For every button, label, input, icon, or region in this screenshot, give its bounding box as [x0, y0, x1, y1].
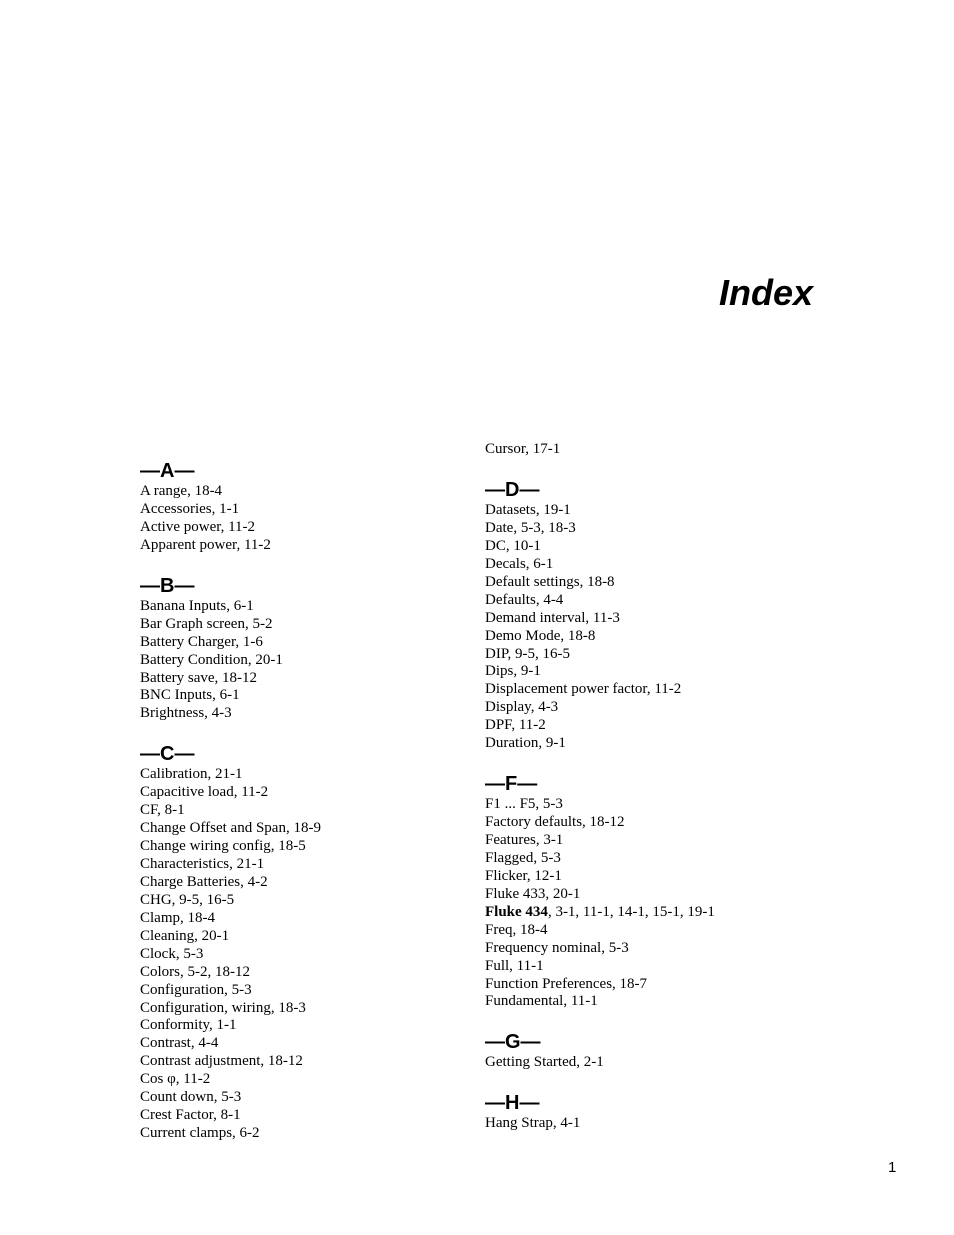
section-heading: —A— — [140, 460, 195, 482]
index-entry — [485, 940, 815, 958]
index-entry-text: Battery save, 18-12 — [140, 669, 258, 686]
index-entry-text: Crest Factor, 8-1 — [140, 1107, 241, 1124]
index-entry-text: Configuration, wiring, 18-3 — [140, 999, 306, 1016]
section-heading: —H— — [485, 1092, 540, 1115]
index-entry-text: Fluke 433, 20-1 — [485, 885, 581, 902]
index-entry-text: Brightness, 4-3 — [140, 705, 232, 722]
index-entry-list — [485, 796, 815, 1011]
index-entry — [485, 958, 815, 976]
index-entry — [140, 616, 470, 634]
index-entry-text: Count down, 5-3 — [140, 1089, 242, 1106]
index-entry — [485, 735, 815, 753]
index-entry — [140, 483, 470, 501]
index-entry-text: Clamp, 18-4 — [140, 909, 215, 926]
index-entry — [485, 502, 815, 520]
index-entry-text: CHG, 9-5, 16-5 — [140, 891, 235, 908]
index-entry — [140, 670, 470, 688]
index-entry-text: A range, 18-4 — [140, 483, 223, 499]
index-entry-text: Display, 4-3 — [485, 699, 559, 716]
index-entry — [140, 946, 470, 964]
index-entry-text: Default settings, 18-8 — [485, 573, 615, 590]
index-entry — [140, 820, 470, 838]
index-entry — [140, 598, 470, 616]
index-entry — [140, 652, 470, 670]
index-entry-text: Change wiring config, 18-5 — [140, 838, 306, 855]
index-entry — [485, 832, 815, 850]
index-entry-text: Clock, 5-3 — [140, 945, 204, 962]
index-entry-text: Defaults, 4-4 — [485, 591, 564, 608]
index-entry-text: Contrast, 4-4 — [140, 1035, 219, 1052]
index-entry-text: Flagged, 5-3 — [485, 849, 561, 866]
index-entry-text: Characteristics, 21-1 — [140, 856, 265, 872]
index-entry-list — [140, 598, 470, 724]
index-entry — [485, 796, 815, 814]
index-entry — [485, 993, 815, 1011]
section-heading: —D— — [485, 479, 540, 501]
index-entry — [140, 928, 470, 946]
index-entry-text: Active power, 11-2 — [140, 518, 256, 535]
index-entry — [485, 663, 815, 681]
index-entry-text: Cos φ, 11-2 — [140, 1071, 211, 1088]
index-entry — [140, 1071, 470, 1089]
index-entry-text: Accessories, 1-1 — [140, 500, 240, 517]
index-entry — [140, 838, 470, 856]
index-entry — [140, 964, 470, 982]
index-entry — [140, 1089, 470, 1107]
index-entry — [140, 1053, 470, 1071]
index-entry — [485, 1054, 815, 1072]
index-entry — [140, 1125, 470, 1143]
index-entry — [485, 699, 815, 717]
index-entry — [485, 592, 815, 610]
index-entry-text: Frequency nominal, 5-3 — [485, 939, 629, 956]
index-entry-list — [485, 1115, 815, 1133]
index-entry — [485, 976, 815, 994]
section-spacer — [485, 753, 815, 772]
index-entry — [140, 874, 470, 892]
section-heading: —B— — [140, 574, 195, 597]
index-entry-list — [140, 766, 470, 1143]
index-entry-text: Datasets, 19-1 — [485, 502, 571, 518]
index-entry — [485, 556, 815, 574]
index-entry — [140, 1017, 470, 1035]
index-entry — [485, 520, 815, 538]
index-entry — [485, 717, 815, 735]
section-spacer — [140, 723, 470, 742]
index-entry-text: Banana Inputs, 6-1 — [140, 597, 254, 614]
index-entry-text: Date, 5-3, 18-3 — [485, 519, 576, 536]
index-entry — [140, 766, 470, 784]
index-entry — [485, 610, 815, 628]
index-entry — [140, 910, 470, 928]
index-entry-text: Function Preferences, 18-7 — [485, 975, 648, 992]
index-entry-text: Bar Graph screen, 5-2 — [140, 615, 273, 632]
index-entry-text: Contrast adjustment, 18-12 — [140, 1053, 303, 1070]
index-entry-text: Current clamps, 6-2 — [140, 1125, 260, 1142]
index-entry-list — [140, 483, 470, 555]
index-entry — [485, 538, 815, 556]
index-entry-text: DIP, 9-5, 16-5 — [485, 645, 570, 662]
index-entry — [485, 886, 815, 904]
index-entry-text: Demand interval, 11-3 — [485, 609, 620, 626]
page-title: Index — [718, 272, 813, 313]
index-entry-text: Getting Started, 2-1 — [485, 1054, 604, 1071]
index-column-left — [140, 439, 470, 1143]
index-entry-text: Colors, 5-2, 18-12 — [140, 963, 250, 980]
index-entry — [140, 634, 470, 652]
index-entry-text: Fundamental, 11-1 — [485, 993, 598, 1010]
index-entry — [485, 574, 815, 592]
index-entry — [140, 784, 470, 802]
index-entry-text: Decals, 6-1 — [485, 555, 554, 572]
index-entry: Cursor, 17-1 — [485, 441, 561, 457]
index-entry-text: Features, 3-1 — [485, 832, 564, 848]
index-entry — [140, 705, 470, 723]
index-entry-text: Change Offset and Span, 18-9 — [140, 820, 321, 837]
index-entry — [140, 892, 470, 910]
index-entry-text: Demo Mode, 18-8 — [485, 627, 596, 644]
index-entry — [485, 868, 815, 886]
index-entry — [140, 802, 470, 820]
section-heading: —F— — [485, 773, 538, 796]
index-entry — [140, 982, 470, 1000]
index-entry — [485, 814, 815, 832]
section-spacer — [485, 1072, 815, 1091]
index-entry-list — [485, 1054, 815, 1072]
index-entry — [485, 681, 815, 699]
index-entry-text: Battery Condition, 20-1 — [140, 651, 283, 668]
index-entry-text: Calibration, 21-1 — [140, 766, 243, 783]
index-entry — [140, 1107, 470, 1125]
index-entry-text: , 3-1, 11-1, 14-1, 15-1, 19-1 — [547, 903, 715, 920]
section-spacer — [485, 1011, 815, 1030]
section-spacer — [140, 555, 470, 574]
index-entry-text: DPF, 11-2 — [485, 717, 546, 734]
index-entry — [140, 519, 470, 537]
index-entry — [485, 922, 815, 940]
index-entry — [485, 628, 815, 646]
index-entry-text: BNC Inputs, 6-1 — [140, 687, 240, 704]
index-entry-text: Flicker, 12-1 — [485, 867, 562, 884]
index-entry-text: CF, 8-1 — [140, 802, 185, 819]
index-entry — [485, 1115, 815, 1133]
section-heading: —G— — [485, 1031, 541, 1054]
index-entry-list — [485, 502, 815, 753]
index-entry-text: DC, 10-1 — [485, 537, 541, 554]
index-column-right — [485, 439, 815, 1133]
index-entry-text: Displacement power factor, 11-2 — [485, 681, 682, 698]
index-entry-text: Configuration, 5-3 — [140, 981, 252, 998]
index-entry-text: Cleaning, 20-1 — [140, 927, 230, 944]
index-entry — [485, 646, 815, 664]
index-entry-text: Factory defaults, 18-12 — [485, 814, 625, 831]
index-entry-text: Capacitive load, 11-2 — [140, 784, 269, 801]
index-entry — [485, 904, 815, 922]
index-entry-text: Freq, 18-4 — [485, 921, 548, 938]
index-entry-text: Full, 11-1 — [485, 957, 544, 974]
index-entry — [140, 501, 470, 519]
index-entry-text: Charge Batteries, 4-2 — [140, 873, 268, 890]
index-entry-text: Hang Strap, 4-1 — [485, 1115, 581, 1132]
section-spacer — [485, 459, 815, 478]
index-entry-text: Battery Charger, 1-6 — [140, 633, 263, 650]
index-entry-text: Conformity, 1-1 — [140, 1017, 237, 1034]
index-entry-text: F1 ... F5, 5-3 — [485, 796, 563, 813]
section-heading: —C— — [140, 743, 195, 766]
index-entry-text: Apparent power, 11-2 — [140, 536, 271, 553]
page-number: 1 — [888, 1159, 897, 1176]
index-entry — [140, 687, 470, 705]
index-entry — [140, 856, 470, 874]
index-entry-term: Fluke 434 — [485, 903, 548, 920]
index-entry-text: Duration, 9-1 — [485, 735, 566, 752]
index-entry — [140, 537, 470, 555]
index-entry — [485, 850, 815, 868]
index-entry — [140, 1000, 470, 1018]
index-entry-text: Dips, 9-1 — [485, 663, 541, 680]
index-entry — [140, 1035, 470, 1053]
